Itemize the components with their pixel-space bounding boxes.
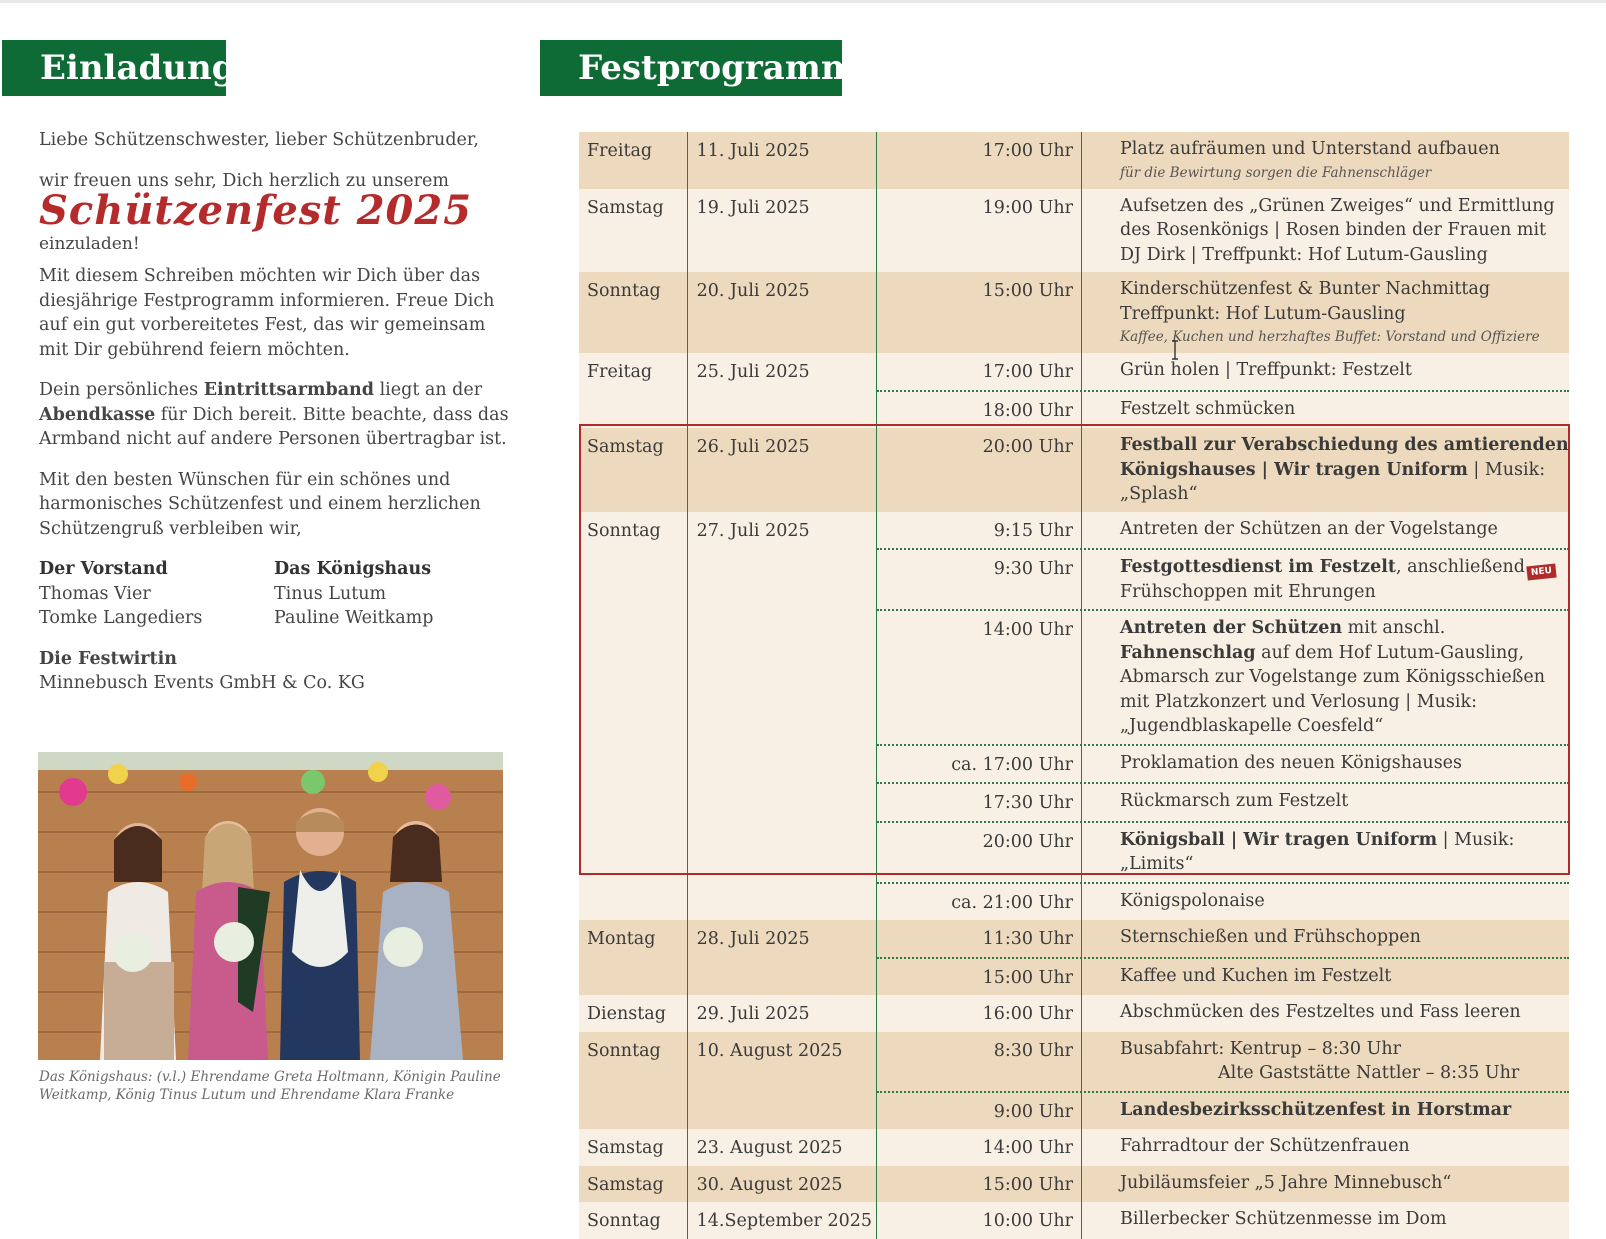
signature-name: Tomke Langediers: [39, 608, 203, 628]
program-row: [579, 428, 1569, 512]
program-day: Freitag: [587, 362, 653, 382]
description-text: Festzelt schmücken: [1120, 398, 1296, 419]
festprogramm-table: [579, 132, 1569, 1239]
program-row: [579, 1032, 1569, 1130]
text-cursor-icon: [1170, 340, 1180, 360]
program-date: 29. Juli 2025: [687, 995, 876, 1032]
program-entries: [876, 512, 1569, 921]
program-description: [1082, 884, 1569, 921]
signature-vorstand: [39, 557, 274, 631]
program-description: [1082, 1166, 1569, 1203]
program-entry: [877, 272, 1569, 353]
description-bold: Königsball | Wir tragen Uniform: [1120, 829, 1438, 850]
program-row: [579, 1129, 1569, 1166]
program-row: [579, 920, 1569, 995]
program-entry: [877, 1202, 1569, 1239]
program-time: 10:00 Uhr: [877, 1202, 1082, 1239]
program-day: Montag: [587, 929, 656, 949]
description-text: Busabfahrt: Kentrup – 8:30 Uhr: [1120, 1038, 1402, 1059]
program-date: 28. Juli 2025: [687, 920, 876, 995]
paragraph-2: [39, 378, 509, 452]
einladung-text: [39, 128, 509, 696]
program-time: 16:00 Uhr: [877, 995, 1082, 1032]
description-text: Kinderschützenfest & Bunter Nachmittag: [1120, 279, 1491, 299]
signature-title: Der Vorstand: [39, 559, 168, 579]
program-row: [579, 1202, 1569, 1239]
program-row: [579, 512, 1569, 921]
description-text: Rückmarsch zum Festzelt: [1120, 791, 1349, 811]
program-date: 11. Juli 2025: [687, 132, 876, 189]
program-row: [579, 1166, 1569, 1203]
program-entries: [876, 1166, 1569, 1203]
description-bold: Fahnenschlag: [1120, 642, 1256, 663]
program-date: 26. Juli 2025: [687, 428, 876, 512]
program-entries: [876, 353, 1569, 428]
fest-suffix: einzuladen!: [39, 233, 140, 254]
description-bold: Landesbezirksschützenfest in Horstmar: [1120, 1099, 1512, 1120]
program-date: 10. August 2025: [687, 1032, 876, 1130]
program-entries: [876, 1032, 1569, 1130]
signature-name: Pauline Weitkamp: [274, 608, 434, 628]
program-time: 9:15 Uhr: [877, 512, 1082, 549]
description-note: Kaffee, Kuchen und herzhaftes Buffet: Vorstand und Offiziere: [1120, 329, 1540, 345]
program-entry: [877, 995, 1569, 1032]
program-description: [1082, 132, 1569, 189]
signature-koenigshaus: [274, 557, 509, 631]
description-text: Fahrradtour der Schützenfrauen: [1120, 1136, 1410, 1156]
festwirtin: [39, 647, 509, 696]
program-entries: [876, 189, 1569, 273]
program-description: [1082, 1129, 1569, 1166]
program-day: Sonntag: [587, 520, 661, 541]
program-description: [1082, 995, 1569, 1032]
program-entries: [876, 132, 1569, 189]
program-time: 15:00 Uhr: [877, 1166, 1082, 1203]
program-day: Sonntag: [587, 1211, 661, 1231]
program-entry: [877, 512, 1569, 549]
program-day: Samstag: [587, 437, 664, 457]
greeting: Liebe Schützenschwester, lieber Schützenbruder,: [39, 130, 479, 150]
description-text: Antreten der Schützen an der Vogelstange: [1120, 518, 1498, 539]
festwirtin-title: Die Festwirtin: [39, 648, 177, 669]
program-entry: [877, 189, 1569, 273]
program-date: 23. August 2025: [687, 1129, 876, 1166]
program-description: [1082, 272, 1569, 353]
top-border: [0, 0, 1606, 3]
program-entries: [876, 1129, 1569, 1166]
signature-name: Thomas Vier: [39, 583, 151, 604]
description-text: , anschließend Frühschoppen mit Ehrungen: [1120, 557, 1525, 602]
description-text: Platz aufräumen und Unterstand aufbauen: [1120, 139, 1500, 159]
program-time: 9:30 Uhr: [877, 550, 1082, 609]
description-text: Kaffee und Kuchen im Festzelt: [1120, 965, 1392, 986]
abendkasse-bold: Abendkasse: [39, 404, 156, 425]
program-day: Dienstag: [587, 1004, 666, 1024]
program-description: [1082, 1093, 1569, 1130]
program-entry: [877, 428, 1569, 512]
description-text: Proklamation des neuen Königshauses: [1120, 752, 1463, 773]
program-time: 15:00 Uhr: [877, 272, 1082, 353]
program-day: Samstag: [587, 1174, 664, 1195]
description-text: | Musik: „Splash“: [1120, 459, 1546, 504]
description-text: | Musik: „Limits“: [1120, 829, 1515, 874]
program-entry: [877, 821, 1569, 882]
program-description: [1082, 428, 1569, 512]
program-description: [1082, 550, 1569, 609]
koenigshaus-photo: [38, 752, 503, 1060]
program-entry: [877, 1091, 1569, 1130]
program-description: [1082, 920, 1569, 957]
program-entry: [877, 920, 1569, 957]
program-date: 25. Juli 2025: [687, 353, 876, 428]
description-text: Abschmücken des Festzeltes und Fass leeren: [1120, 1002, 1521, 1022]
program-description: [1082, 392, 1569, 429]
program-row: [579, 272, 1569, 353]
program-entries: [876, 920, 1569, 995]
description-text: Grün holen | Treffpunkt: Festzelt: [1120, 360, 1412, 380]
program-description: [1082, 959, 1569, 996]
program-time: ca. 21:00 Uhr: [877, 884, 1082, 921]
program-date: 14.September 2025: [687, 1202, 876, 1239]
description-text: auf dem Hof Lutum-Gausling, Abmarsch zur Vogelstange zum Königsschießen mit Platzkonzert und Verlosung | Musik: „Jugendblaskapelle Coesfeld“: [1120, 642, 1545, 736]
program-entry: [877, 782, 1569, 821]
description-line-2: Treffpunkt: Hof Lutum-Gausling: [1120, 303, 1406, 324]
program-time: 14:00 Uhr: [877, 1129, 1082, 1166]
program-row: [579, 995, 1569, 1032]
description-bold: Festgottesdienst im Festzelt: [1120, 557, 1396, 577]
neu-badge: NEU: [1526, 564, 1556, 581]
program-entry: [877, 609, 1569, 744]
program-time: 17:00 Uhr: [877, 353, 1082, 390]
signature-title: Das Königshaus: [274, 559, 432, 579]
program-description: [1082, 1202, 1569, 1239]
program-row: [579, 353, 1569, 428]
program-entry: [877, 882, 1569, 921]
program-entry: [877, 132, 1569, 189]
program-date: 20. Juli 2025: [687, 272, 876, 353]
program-time: 17:30 Uhr: [877, 784, 1082, 821]
para2-part: liegt an der: [374, 380, 483, 400]
program-time: 11:30 Uhr: [877, 920, 1082, 957]
program-time: 17:00 Uhr: [877, 132, 1082, 189]
program-time: ca. 17:00 Uhr: [877, 746, 1082, 783]
para2-part: für Dich bereit. Bitte beachte, dass das Armband nicht auf andere Personen übertragbar ist.: [39, 404, 509, 449]
description-bold: Antreten der Schützen: [1120, 618, 1343, 638]
program-entries: [876, 1202, 1569, 1239]
description-text: Billerbecker Schützenmesse im Dom: [1120, 1209, 1447, 1229]
program-entry: [877, 1129, 1569, 1166]
program-time: 15:00 Uhr: [877, 959, 1082, 996]
photo-caption: Das Königshaus: (v.l.) Ehrendame Greta Holtmann, Königin Pauline Weitkamp, König Tinus Lutum und Ehrendame Klara Franke: [39, 1069, 501, 1103]
program-entries: [876, 272, 1569, 353]
program-description: [1082, 784, 1569, 821]
program-entry: [877, 957, 1569, 996]
description-text: Sternschießen und Frühschoppen: [1120, 927, 1421, 947]
program-time: 8:30 Uhr: [877, 1032, 1082, 1091]
program-description: [1082, 512, 1569, 549]
program-row: [579, 189, 1569, 273]
program-time: 18:00 Uhr: [877, 392, 1082, 429]
fest-name: Schützenfest 2025: [39, 187, 473, 234]
program-time: 20:00 Uhr: [877, 428, 1082, 512]
program-day: Samstag: [587, 1138, 664, 1158]
program-date: 30. August 2025: [687, 1166, 876, 1203]
program-day: Freitag: [587, 141, 653, 161]
festprogramm-heading: Festprogramm: [540, 40, 842, 96]
description-bold: Festball zur Verabschiedung des amtierenden Königshauses | Wir tragen Uniform: [1120, 435, 1569, 480]
program-entry: [877, 390, 1569, 429]
program-description: [1082, 353, 1569, 390]
paragraph-1: Mit diesem Schreiben möchten wir Dich über das diesjährige Festprogramm informieren. Freue Dich auf ein gut vorbereitetes Fest, das wir gemeinsam mit Dir gebührend feiern möchten.: [39, 266, 495, 360]
program-entry: [877, 353, 1569, 390]
program-entry: [877, 1166, 1569, 1203]
program-day: Sonntag: [587, 281, 661, 301]
description-text: Aufsetzen des „Grünen Zweiges“ und Ermittlung des Rosenkönigs | Rosen binden der Frauen mit DJ Dirk | Treffpunkt: Hof Lutum-Gausling: [1120, 195, 1555, 265]
program-time: 19:00 Uhr: [877, 189, 1082, 273]
eintrittsarmband-bold: Eintrittsarmband: [203, 380, 374, 400]
description-line-2: Alte Gaststätte Nattler – 8:35 Uhr: [1218, 1063, 1520, 1083]
signature-name: Tinus Lutum: [274, 583, 387, 604]
program-entries: [876, 995, 1569, 1032]
signatures: [39, 557, 509, 631]
program-entry: [877, 744, 1569, 783]
fest-title-line: [39, 187, 509, 256]
description-text: Königspolonaise: [1120, 890, 1265, 911]
festwirtin-name: Minnebusch Events GmbH & Co. KG: [39, 673, 365, 693]
program-description: [1082, 746, 1569, 783]
intro: wir freuen uns sehr, Dich herzlich zu unserem: [39, 170, 449, 191]
description-note: für die Bewirtung sorgen die Fahnenschläger: [1120, 164, 1432, 181]
program-row: [579, 132, 1569, 189]
program-description: [1082, 189, 1569, 273]
program-time: 14:00 Uhr: [877, 611, 1082, 744]
description-text: mit anschl.: [1342, 618, 1446, 638]
program-description: [1082, 611, 1569, 744]
paragraph-3: Mit den besten Wünschen für ein schönes und harmonisches Schützenfest und einem herzlichen Schützengruß verbleiben wir,: [39, 469, 481, 539]
program-entry: [877, 548, 1569, 609]
program-description: [1082, 1032, 1569, 1091]
program-date: 19. Juli 2025: [687, 189, 876, 273]
program-entry: [877, 1032, 1569, 1091]
program-day: Sonntag: [587, 1040, 661, 1061]
program-entries: [876, 428, 1569, 512]
description-text: Jubiläumsfeier „5 Jahre Minnebusch“: [1120, 1172, 1452, 1193]
program-time: 9:00 Uhr: [877, 1093, 1082, 1130]
program-time: 20:00 Uhr: [877, 823, 1082, 882]
photo-illustration: [38, 752, 503, 1060]
para2-part: Dein persönliches: [39, 380, 204, 400]
einladung-heading: Einladung: [2, 40, 226, 96]
program-date: 27. Juli 2025: [687, 512, 876, 921]
program-description: [1082, 823, 1569, 882]
program-day: Samstag: [587, 197, 664, 218]
